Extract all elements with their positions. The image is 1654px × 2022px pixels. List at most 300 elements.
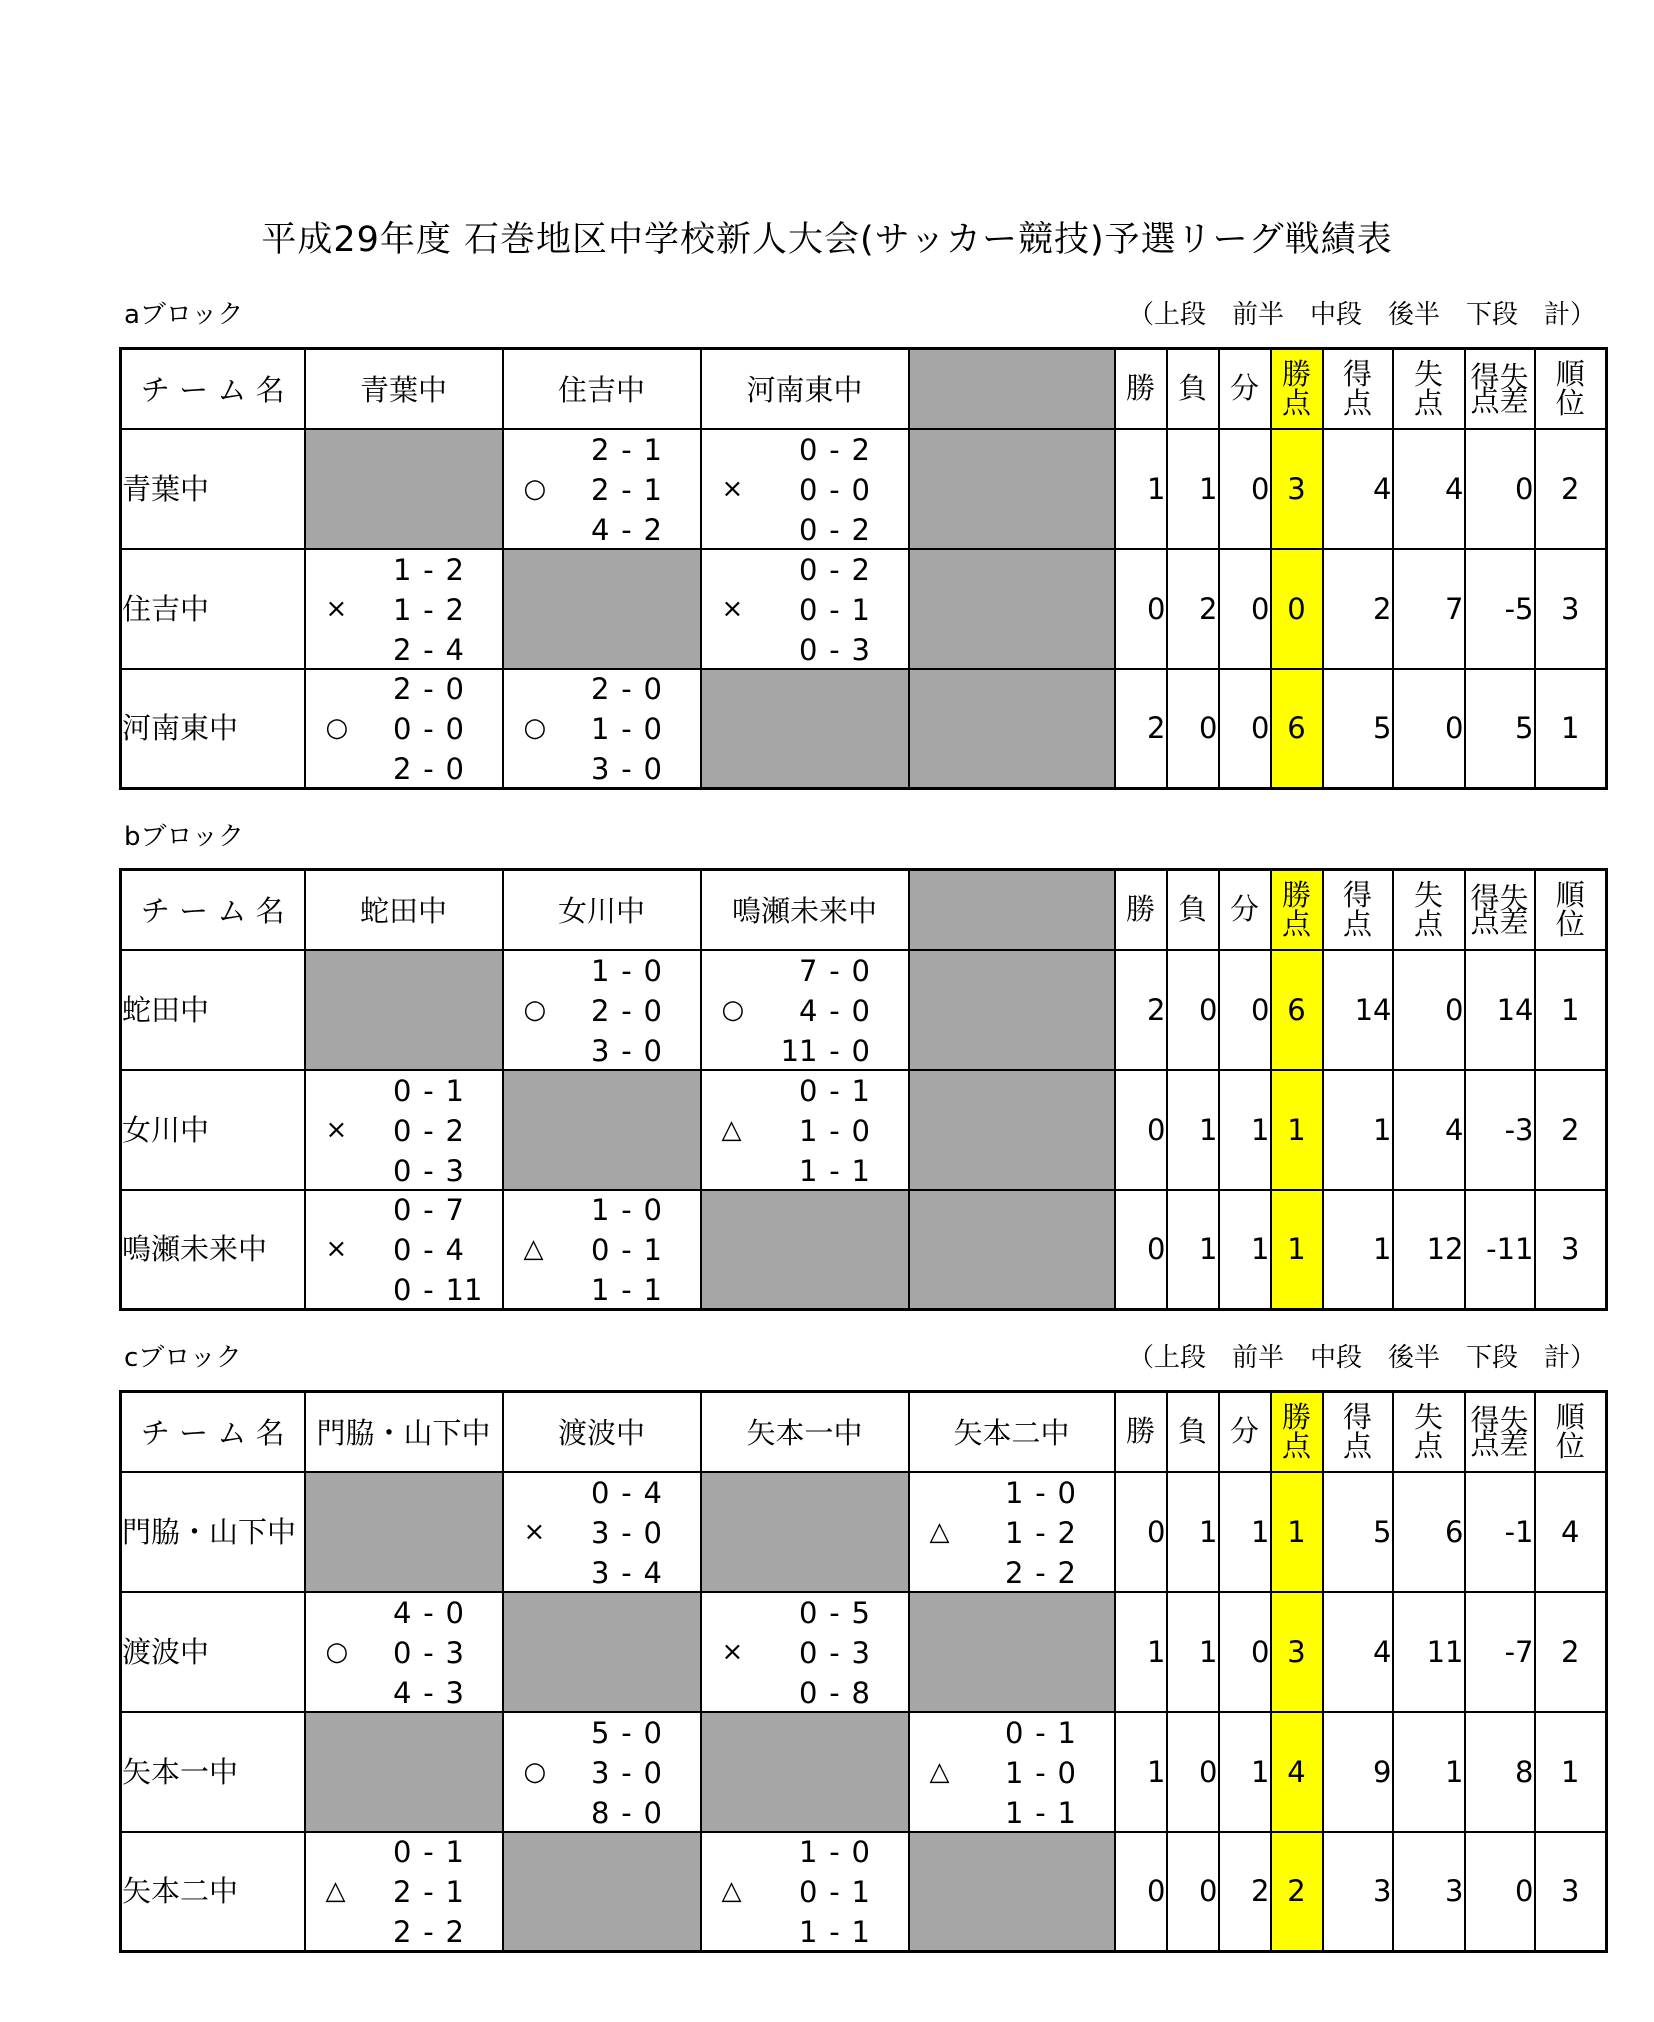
score-line [560,672,680,706]
stat-goal-diff: 5 [1465,669,1535,789]
header-row [121,1392,1607,1472]
stat-wins: 1 [1115,1592,1167,1712]
score-line [768,1034,888,1068]
table-row [121,1712,1607,1832]
stat-goals-for: 1 [1323,1190,1393,1310]
stat-points: 3 [1271,1592,1323,1712]
score-home: 0 [393,1273,412,1308]
header-points: 勝 点 [1271,349,1323,429]
header-draw: 分 [1219,349,1271,429]
score-away: 0 [643,1795,662,1830]
empty-cell [909,1190,1115,1310]
team-name: 住吉中 [121,549,305,669]
stat-losses: 1 [1167,1070,1219,1190]
stat-losses: 1 [1167,1592,1219,1712]
stat-goal-diff: 0 [1465,1832,1535,1952]
header-points: 勝 点 [1271,1392,1323,1472]
score-away: 0 [643,752,662,787]
match-result [503,1472,701,1592]
score-dash: - [1035,1475,1046,1510]
header-rank: 順 位 [1535,1392,1607,1472]
header-opponent: 渡波中 [503,1392,701,1472]
score-dash: - [829,993,840,1028]
header-rank: 順 位 [1535,349,1607,429]
score-line [362,712,482,746]
stat-points: 4 [1271,1712,1323,1832]
score-dash: - [1035,1715,1046,1750]
score-away: 2 [445,1113,464,1148]
score-line [362,633,482,667]
score-dash: - [829,432,840,467]
block-label: bブロック [124,822,244,852]
stat-wins: 0 [1115,1190,1167,1310]
score-home: 4 [393,1675,412,1710]
score-dash: - [423,1635,434,1670]
score-home: 0 [799,472,818,507]
score-dash: - [829,512,840,547]
stat-wins: 0 [1115,1832,1167,1952]
score-away: 0 [851,472,870,507]
empty-cell [305,1472,503,1592]
stat-wins: 2 [1115,950,1167,1070]
header-goal-diff: 得失 点差 [1465,870,1535,950]
stat-goals-for: 4 [1323,429,1393,549]
score-home: 0 [799,1675,818,1710]
score-home: 0 [393,1113,412,1148]
score-away: 3 [851,632,870,667]
stat-points: 6 [1271,669,1323,789]
score-home: 4 [799,993,818,1028]
score-away: 2 [445,1915,464,1950]
stat-losses: 1 [1167,1190,1219,1310]
header-draw: 分 [1219,870,1271,950]
match-result [701,950,909,1070]
stat-points: 6 [1271,950,1323,1070]
score-dash: - [423,632,434,667]
stat-losses: 1 [1167,429,1219,549]
stat-goals-against: 0 [1393,950,1465,1070]
score-dash: - [829,632,840,667]
table-row [121,950,1607,1070]
stat-points: 2 [1271,1832,1323,1952]
score-dash: - [621,472,632,507]
score-dash: - [423,1875,434,1910]
score-line [362,1676,482,1710]
header-loss: 負 [1167,870,1219,950]
empty-cell [305,429,503,549]
score-line [768,1636,888,1670]
score-line [560,1476,680,1510]
result-mark: × [325,1114,348,1145]
score-dash: - [829,1113,840,1148]
empty-cell [701,669,909,789]
score-line [560,433,680,467]
score-line [768,433,888,467]
header-goals-for: 得 点 [1323,349,1393,429]
score-dash: - [829,1915,840,1950]
stat-losses: 0 [1167,1712,1219,1832]
match-result [701,549,909,669]
score-away: 1 [643,1233,662,1268]
league-table [119,1390,1608,1953]
score-away: 1 [445,1835,464,1870]
stat-goal-diff: 14 [1465,950,1535,1070]
empty-cell [503,1070,701,1190]
stat-draws: 0 [1219,950,1271,1070]
stat-goals-against: 0 [1393,669,1465,789]
stat-points: 1 [1271,1070,1323,1190]
match-result [305,1832,503,1952]
score-away: 2 [1057,1555,1076,1590]
score-home: 0 [393,1835,412,1870]
header-opponent: 鳴瀬未来中 [701,870,909,950]
header-points: 勝 点 [1271,870,1323,950]
empty-cell [909,1070,1115,1190]
score-away: 0 [851,1033,870,1068]
score-dash: - [1035,1515,1046,1550]
score-dash: - [423,1273,434,1308]
header-team-name: チ ー ム 名 [121,349,305,429]
score-home: 0 [393,1233,412,1268]
empty-cell [305,1712,503,1832]
score-line [560,1193,680,1227]
stat-draws: 0 [1219,549,1271,669]
match-result [701,1592,909,1712]
score-line [974,1796,1094,1830]
stat-goal-diff: -11 [1465,1190,1535,1310]
table-row [121,1832,1607,1952]
score-away: 0 [643,1033,662,1068]
score-away: 2 [851,512,870,547]
score-dash: - [621,1033,632,1068]
score-line [560,473,680,507]
empty-cell [503,1592,701,1712]
score-away: 0 [445,752,464,787]
empty-cell [909,669,1115,789]
team-name: 門脇・山下中 [121,1472,305,1592]
score-away: 1 [643,472,662,507]
score-line [560,712,680,746]
score-away: 4 [445,1233,464,1268]
score-home: 4 [393,1595,412,1630]
stat-goal-diff: -5 [1465,549,1535,669]
stat-goal-diff: -1 [1465,1472,1535,1592]
header-opponent [909,349,1115,429]
match-result [701,1832,909,1952]
match-result [909,1712,1115,1832]
stat-points: 3 [1271,429,1323,549]
score-dash: - [621,712,632,747]
empty-cell [503,549,701,669]
match-result [503,950,701,1070]
header-goals-for: 得 点 [1323,870,1393,950]
team-name: 河南東中 [121,669,305,789]
score-home: 2 [393,1875,412,1910]
score-home: 1 [1005,1515,1024,1550]
match-result [305,1592,503,1712]
stat-losses: 2 [1167,549,1219,669]
match-result [305,549,503,669]
score-line [362,1114,482,1148]
score-line [362,1915,482,1949]
block-label: cブロック [124,1343,242,1373]
score-dash: - [1035,1755,1046,1790]
stat-losses: 0 [1167,1832,1219,1952]
score-away: 0 [643,1515,662,1550]
team-name: 渡波中 [121,1592,305,1712]
score-dash: - [423,672,434,707]
score-dash: - [423,1835,434,1870]
score-away: 0 [643,672,662,707]
empty-cell [909,429,1115,549]
score-dash: - [829,1153,840,1188]
score-home: 1 [799,1113,818,1148]
score-home: 1 [393,592,412,627]
header-rank: 順 位 [1535,870,1607,950]
score-line [768,1915,888,1949]
result-mark: ○ [325,1636,349,1667]
stat-goals-for: 3 [1323,1832,1393,1952]
score-home: 2 [591,672,610,707]
score-home: 3 [591,1555,610,1590]
stat-losses: 1 [1167,1472,1219,1592]
stat-points: 1 [1271,1472,1323,1592]
score-away: 2 [445,552,464,587]
result-wrapper [306,670,502,786]
score-dash: - [621,1555,632,1590]
match-result [503,429,701,549]
score-dash: - [621,1233,632,1268]
header-opponent: 河南東中 [701,349,909,429]
score-dash: - [423,1113,434,1148]
table-row [121,1070,1607,1190]
score-home: 1 [591,712,610,747]
result-wrapper [306,1594,502,1710]
score-away: 1 [1057,1715,1076,1750]
stat-draws: 0 [1219,669,1271,789]
empty-cell [701,1712,909,1832]
empty-cell [503,1832,701,1952]
score-home: 1 [799,1153,818,1188]
score-dash: - [829,1875,840,1910]
score-home: 4 [591,512,610,547]
score-away: 3 [445,1675,464,1710]
score-home: 2 [591,472,610,507]
stat-rank: 1 [1535,669,1607,789]
stat-goals-against: 11 [1393,1592,1465,1712]
score-home: 0 [799,592,818,627]
score-line [560,1516,680,1550]
score-dash: - [621,512,632,547]
match-result [701,429,909,549]
match-result [503,669,701,789]
score-home: 0 [799,552,818,587]
score-away: 0 [445,672,464,707]
result-mark: △ [523,1234,544,1265]
score-dash: - [829,1635,840,1670]
score-line [362,1596,482,1630]
score-line [362,1636,482,1670]
header-opponent: 住吉中 [503,349,701,429]
score-home: 1 [591,953,610,988]
table-row [121,1472,1607,1592]
team-name: 鳴瀬未来中 [121,1190,305,1310]
score-line [768,954,888,988]
score-dash: - [621,1273,632,1308]
match-result [701,1070,909,1190]
score-line [362,1835,482,1869]
header-goal-diff: 得失 点差 [1465,349,1535,429]
block-label: aブロック [124,300,244,330]
score-home: 8 [591,1795,610,1830]
score-legend: （上段 前半 中段 後半 下段 計） [1128,300,1597,330]
score-dash: - [829,953,840,988]
score-home: 0 [799,1073,818,1108]
result-mark: △ [929,1756,950,1787]
empty-cell [909,1592,1115,1712]
score-away: 4 [445,632,464,667]
team-name: 矢本一中 [121,1712,305,1832]
stat-wins: 2 [1115,669,1167,789]
score-home: 0 [393,1153,412,1188]
score-line [768,1074,888,1108]
header-opponent [909,870,1115,950]
score-dash: - [621,953,632,988]
score-dash: - [621,432,632,467]
stat-rank: 1 [1535,950,1607,1070]
stat-rank: 1 [1535,1712,1607,1832]
score-home: 11 [780,1033,818,1068]
score-dash: - [1035,1795,1046,1830]
result-wrapper [702,551,908,667]
score-dash: - [621,752,632,787]
stat-losses: 0 [1167,669,1219,789]
score-line [974,1516,1094,1550]
score-line [362,553,482,587]
header-team-name: チ ー ム 名 [121,870,305,950]
score-away: 0 [851,1835,870,1870]
score-home: 0 [393,712,412,747]
score-away: 7 [445,1193,464,1228]
result-wrapper [504,1191,700,1307]
score-home: 0 [393,1193,412,1228]
stat-draws: 1 [1219,1070,1271,1190]
score-line [560,752,680,786]
result-wrapper [910,1714,1114,1830]
score-home: 7 [799,953,818,988]
score-dash: - [829,552,840,587]
stat-points: 1 [1271,1190,1323,1310]
score-home: 0 [799,1595,818,1630]
result-mark: △ [325,1876,346,1907]
score-line [362,672,482,706]
match-result [503,1712,701,1832]
score-away: 0 [643,712,662,747]
score-home: 1 [393,552,412,587]
score-away: 0 [851,1113,870,1148]
stat-draws: 2 [1219,1832,1271,1952]
score-home: 1 [1005,1475,1024,1510]
score-away: 8 [851,1675,870,1710]
result-wrapper [702,952,908,1068]
result-wrapper [306,1072,502,1188]
result-mark: ○ [523,1756,547,1787]
score-home: 0 [1005,1715,1024,1750]
header-opponent: 門脇・山下中 [305,1392,503,1472]
header-draw: 分 [1219,1392,1271,1472]
stat-goals-against: 4 [1393,1070,1465,1190]
score-home: 0 [393,1073,412,1108]
score-home: 3 [591,1033,610,1068]
result-wrapper [702,1072,908,1188]
empty-cell [701,1472,909,1592]
stat-rank: 2 [1535,1070,1607,1190]
stat-goals-against: 12 [1393,1190,1465,1310]
empty-cell [909,1832,1115,1952]
score-line [362,1074,482,1108]
stat-goals-for: 4 [1323,1592,1393,1712]
empty-cell [909,950,1115,1070]
score-away: 0 [851,953,870,988]
score-away: 1 [643,1273,662,1308]
score-dash: - [423,712,434,747]
score-away: 0 [643,1755,662,1790]
score-home: 1 [799,1915,818,1950]
stat-points: 0 [1271,549,1323,669]
header-goals-against: 失 点 [1393,870,1465,950]
result-wrapper [504,1474,700,1590]
result-mark: ○ [325,713,349,744]
score-dash: - [829,1033,840,1068]
score-away: 3 [445,1635,464,1670]
header-opponent: 矢本二中 [909,1392,1115,1472]
score-away: 1 [851,1073,870,1108]
match-result [305,669,503,789]
stat-goals-for: 9 [1323,1712,1393,1832]
score-line [768,1875,888,1909]
stat-wins: 0 [1115,549,1167,669]
score-away: 3 [445,1153,464,1188]
score-away: 0 [643,953,662,988]
table-row [121,429,1607,549]
score-dash: - [621,1515,632,1550]
stat-goals-against: 6 [1393,1472,1465,1592]
stat-goals-against: 7 [1393,549,1465,669]
score-away: 0 [1057,1755,1076,1790]
team-name: 蛇田中 [121,950,305,1070]
score-line [362,1193,482,1227]
stat-wins: 1 [1115,1712,1167,1832]
score-away: 1 [851,1915,870,1950]
header-goals-for: 得 点 [1323,1392,1393,1472]
score-line [362,1233,482,1267]
team-name: 女川中 [121,1070,305,1190]
score-away: 2 [643,512,662,547]
stat-draws: 1 [1219,1472,1271,1592]
header-loss: 負 [1167,349,1219,429]
score-away: 1 [445,1073,464,1108]
header-win: 勝 [1115,1392,1167,1472]
score-dash: - [423,592,434,627]
score-line [768,593,888,627]
score-dash: - [829,1595,840,1630]
stat-draws: 0 [1219,1592,1271,1712]
score-home: 0 [799,1875,818,1910]
score-line [768,473,888,507]
result-wrapper [702,431,908,547]
header-goal-diff: 得失 点差 [1465,1392,1535,1472]
stat-rank: 3 [1535,549,1607,669]
